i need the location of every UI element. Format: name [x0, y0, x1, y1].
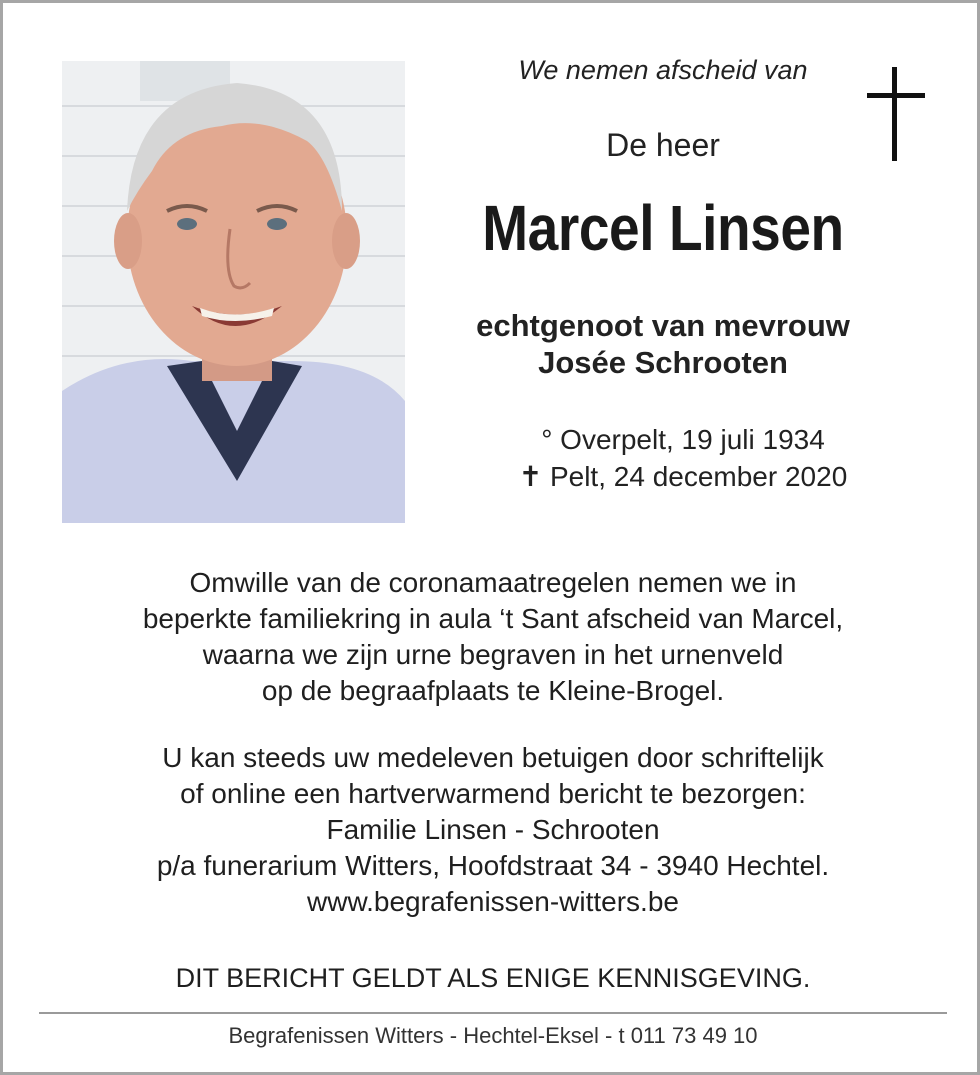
intro-text: We nemen afscheid van [518, 55, 808, 85]
paragraph-line: of online een hartverwarmend bericht te bezorgen: [180, 778, 806, 809]
paragraph-line: Omwille van de coronamaatregelen nemen we in [189, 567, 797, 598]
notice-text: DIT BERICHT GELDT ALS ENIGE KENNISGEVING. [175, 963, 811, 993]
ceremony-paragraph [63, 565, 923, 709]
death-date: ✝ Pelt, 24 december 2020 [518, 461, 848, 492]
website-link[interactable]: www.begrafenissen-witters.be [307, 886, 679, 917]
life-dates [473, 421, 893, 495]
paragraph-line: U kan steeds uw medeleven betuigen door schriftelijk [162, 742, 824, 773]
spouse-text [433, 307, 893, 381]
footer-text: Begrafenissen Witters - Hechtel-Eksel - t 011 73 49 10 [228, 1023, 758, 1048]
family-name-line: Familie Linsen - Schrooten [326, 814, 660, 845]
spouse-line-1: echtgenoot van mevrouw [476, 308, 850, 343]
paragraph-line: beperkte familiekring in aula ‘t Sant afscheid van Marcel, [142, 603, 844, 634]
portrait-photo [62, 61, 405, 523]
footer-divider [39, 1012, 947, 1014]
paragraph-line: op de begraafplaats te Kleine-Brogel. [261, 675, 725, 706]
address-line: p/a funerarium Witters, Hoofdstraat 34 - 3940 Hechtel. [156, 850, 830, 881]
birth-date: ° Overpelt, 19 juli 1934 [541, 424, 825, 455]
spouse-line-2: Josée Schrooten [538, 345, 788, 380]
deceased-name: Marcel Linsen [482, 192, 844, 264]
salutation: De heer [606, 127, 720, 163]
condolence-paragraph [63, 740, 923, 920]
paragraph-line: waarna we zijn urne begraven in het urnenveld [202, 639, 784, 670]
